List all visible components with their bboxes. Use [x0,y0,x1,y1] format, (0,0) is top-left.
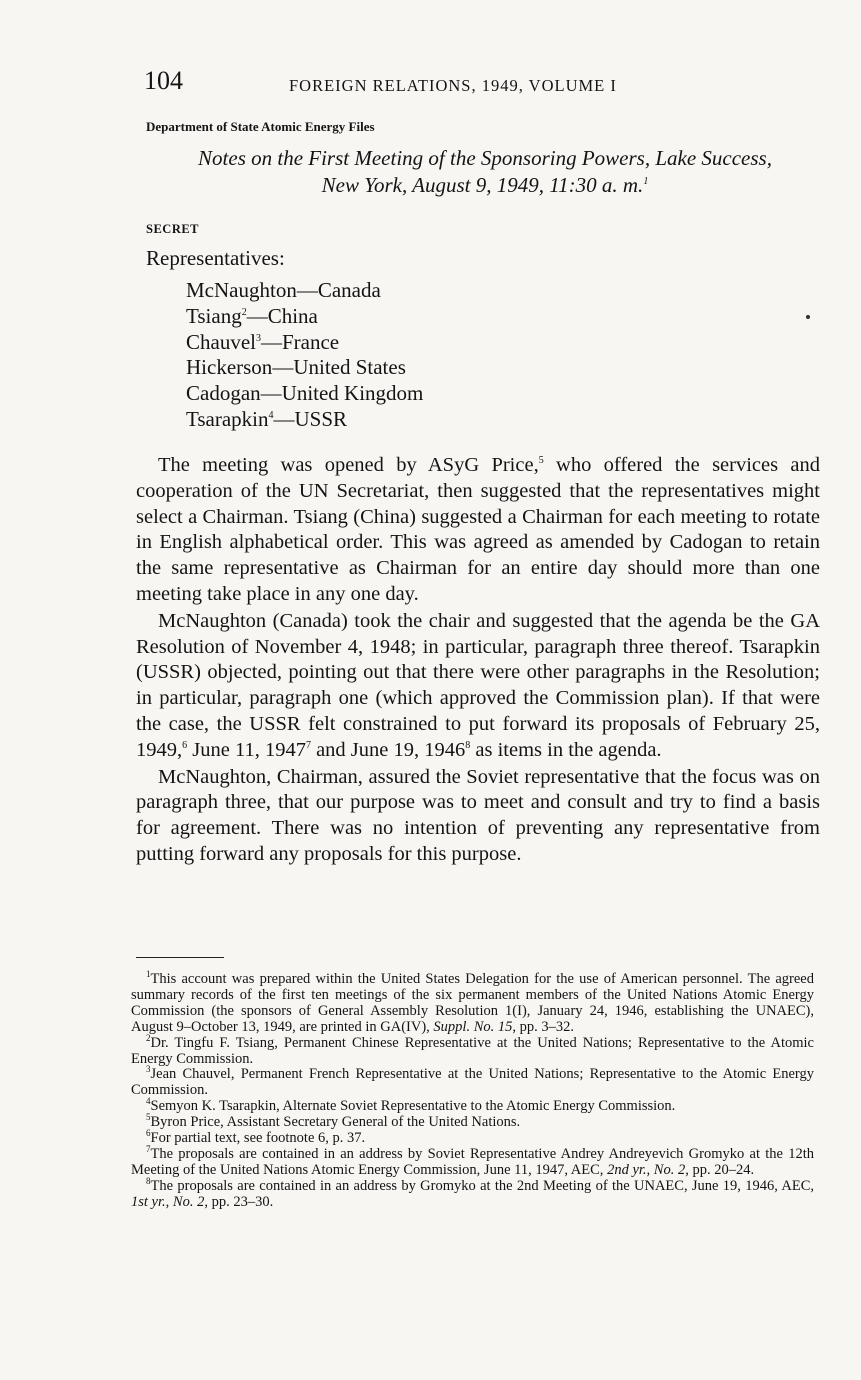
footnote [131,969,814,1036]
footnote-text: For partial text, see footnote 6, p. 37. [150,1130,366,1147]
paragraph-text: as items in the agenda. [470,738,662,761]
paragraph [136,609,820,764]
footnote-text: Semyon K. Tsarapkin, Alternate Soviet Representative to the Atomic Energy Commission. [150,1098,676,1115]
rep-country: —France [260,329,340,354]
footnote-number: 6 [146,1128,151,1139]
body-text [136,453,820,869]
footnote-ref: 5 [538,455,544,467]
rep-name: Tsiang [186,303,242,328]
footnote-text: , pp. 3–32. [512,1018,574,1035]
rep-name: Hickerson [186,355,273,380]
representative-item [186,330,423,356]
footnote-text: Byron Price, Assistant Secretary General of the United Nations. [150,1114,521,1131]
footnote-number: 5 [146,1112,151,1123]
rep-country: —USSR [273,406,348,431]
footnote-text: Dr. Tingfu F. Tsiang, Permanent Chinese Representative at the United Nations; Representative to the Atomic Energy Commission. [131,1034,814,1067]
footnote-text: The proposals are contained in an address by Soviet Representative Andrey Andreyevich Gromyko at the 12th Meeting of the United Nations Atomic Energy Commission, June 11, 1947, AEC, [131,1145,814,1178]
footnote [131,1175,814,1211]
footnote [131,1096,814,1115]
representative-item [186,355,423,381]
footnote-ref: 3 [255,332,261,344]
footnote-divider [136,957,224,958]
footnote-ref: 6 [182,739,188,751]
footnote-citation: Suppl. No. 15 [433,1018,513,1035]
paragraph: McNaughton, Chairman, assured the Soviet representative that the focus was on paragraph three, that our purpose was to meet and consult and try to find a basis for agreement. There was no intention of preventing any representative from putting forward any proposals for this purpose. [136,765,820,865]
running-head: FOREIGN RELATIONS, 1949, VOLUME I [289,76,617,95]
footnote-text: This account was prepared within the United States Delegation for the use of American personnel. The agreed summary records of the first ten meetings of the six permanent members of the United Nations Atomic Energy Commission (the sponsors of General Assembly Resolution 1(I), January 24, 1946, establishing the UNAEC), August 9–October 13, 1949, are printed in GA(IV), [131,971,814,1035]
footnote-text: , pp. 20–24. [685,1161,755,1178]
footnote-ref: 2 [241,306,247,318]
footnote-text: , pp. 23–30. [204,1193,274,1210]
rep-country: —Canada [296,278,381,302]
representative-item [186,381,423,407]
source-line: Department of State Atomic Energy Files [146,119,375,134]
rep-name: Chauvel [186,329,256,354]
paragraph-text: The meeting was opened by ASyG Price, [158,454,539,476]
page-header [144,66,684,100]
footnote-citation: 2nd yr., No. 2 [607,1161,686,1178]
footnote-number: 4 [146,1096,151,1107]
rep-name: Tsarapkin [186,406,269,431]
representatives-label: Representatives: [146,246,285,270]
footnote-ref: 7 [305,739,311,751]
rep-country: —United States [272,355,406,380]
footnote [131,1112,814,1131]
document-title [140,145,830,199]
footnote-number: 1 [146,969,151,980]
print-speck [806,315,810,319]
paragraph-text: June 11, 1947 [187,738,306,761]
footnote-ref: 4 [268,409,274,421]
representative-item [186,278,423,304]
representative-item [186,407,423,433]
representative-item [186,304,423,330]
paragraph [136,453,820,608]
footnote-number: 3 [146,1064,151,1075]
footnote-ref: 1 [643,176,649,187]
rep-country: —China [246,303,318,328]
rep-name: Cadogan [186,381,261,406]
title-line-1: Notes on the First Meeting of the Sponsoring Powers, Lake Success, [198,146,772,170]
footnote-ref: 8 [465,739,471,751]
paragraph-text: and June 19, 1946 [310,738,466,761]
title-line-2 [140,172,830,199]
title-line-2-text: New York, August 9, 1949, 11:30 a. m. [321,173,644,197]
footnote [131,1144,814,1179]
footnote-number: 8 [146,1175,151,1186]
paragraph-text: McNaughton (Canada) took the chair and suggested that the agenda be the GA Resolution of November 4, 1948; in particular, paragraph three thereof. Tsarapkin (USSR) objected, pointing out that there were other paragraphs in the Resolution; in particular, paragraph one (which approved the Commission plan). If that were the case, the USSR felt constrained to put forward its proposals of February 25, 1949, [136,609,820,761]
representatives-list [186,278,423,433]
footnote-text: Jean Chauvel, Permanent French Representative at the United Nations; Representative to the Atomic Energy Commission. [131,1066,814,1099]
footnotes [131,969,814,1211]
footnote [131,1064,814,1099]
rep-country: —United Kingdom [260,381,424,406]
footnote-number: 7 [146,1144,151,1155]
paragraph-text: who offered the services and cooperation of the UN Secretariat, then suggested that the representatives might select a Chairman. Tsiang (China) suggested a Chairman for each meeting to rotate in English alphabetical order. This was agreed as amended by Cadogan to retain the same representative as Chairman for an entire day should more than one meeting take place in any one day. [136,454,821,605]
footnote-citation: 1st yr., No. 2 [131,1193,205,1210]
footnote [131,1032,814,1068]
classification-marking: SECRET [146,222,200,236]
footnote-text: The proposals are contained in an address by Gromyko at the 2nd Meeting of the UNAEC, June 19, 1946, AEC, [150,1177,814,1194]
rep-name: McNaughton [186,278,297,302]
page-number: 104 [144,66,183,95]
footnote-number: 2 [146,1032,151,1043]
footnote [131,1128,814,1147]
